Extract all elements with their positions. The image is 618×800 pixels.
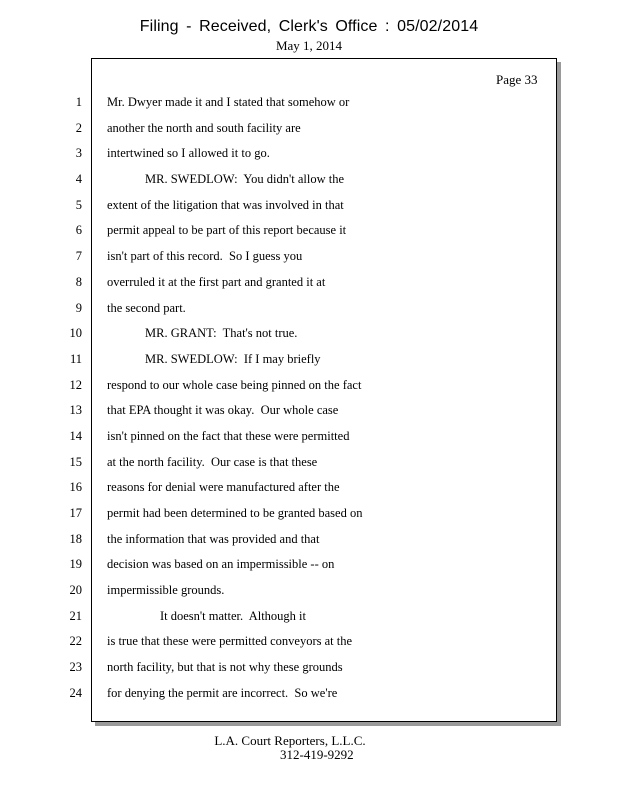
line-number: 2 — [75, 120, 82, 135]
transcript-line: extent of the litigation that was involved in that — [107, 197, 344, 212]
line-number: 7 — [75, 249, 82, 264]
line-number: 4 — [75, 172, 82, 187]
transcript-line: Mr. Dwyer made it and I stated that somehow or — [107, 95, 350, 109]
line-number: 6 — [75, 223, 82, 238]
line-number: 12 — [69, 377, 82, 392]
transcript-line: north facility, but that is not why these grounds — [107, 660, 343, 675]
filing-stamp: Filing - Received, Clerk's Office : 05/02/2014 — [139, 18, 479, 35]
line-number: 14 — [69, 428, 82, 443]
line-number: 24 — [69, 685, 82, 700]
line-number: 20 — [69, 583, 82, 598]
line-number: 18 — [69, 531, 82, 546]
transcript-line: reasons for denial were manufactured after the — [107, 480, 340, 495]
line-number: 11 — [69, 351, 82, 366]
transcript-line: that EPA thought it was okay. Our whole case — [107, 403, 339, 418]
transcript-line: MR. SWEDLOW: If I may briefly — [145, 351, 321, 366]
line-number: 22 — [69, 634, 82, 649]
line-number: 1 — [75, 95, 82, 109]
transcript-text — [107, 95, 547, 712]
document-date: May 1, 2014 — [275, 38, 343, 53]
line-number: 9 — [75, 300, 82, 315]
line-number: 23 — [69, 660, 82, 675]
line-number: 17 — [69, 506, 82, 520]
transcript-line: impermissible grounds. — [107, 583, 225, 598]
transcript-line: permit appeal to be part of this report because it — [107, 223, 347, 238]
transcript-line: permit had been determined to be granted based on — [107, 506, 363, 520]
line-number: 8 — [75, 274, 82, 289]
page-number: Page 33 — [496, 72, 538, 87]
transcript-line: MR. GRANT: That's not true. — [145, 326, 298, 341]
transcript-line: intertwined so I allowed it to go. — [107, 146, 270, 161]
transcript-line: respond to our whole case being pinned on the fact — [107, 377, 362, 392]
transcript-line: It doesn't matter. Although it — [160, 608, 306, 623]
transcript-line: isn't part of this record. So I guess you — [107, 249, 303, 264]
transcript-line: is true that these were permitted conveyors at the — [107, 634, 353, 649]
transcript-line: another the north and south facility are — [107, 120, 301, 135]
transcript-line: MR. SWEDLOW: You didn't allow the — [145, 172, 345, 187]
transcript-line: at the north facility. Our case is that these — [107, 454, 318, 469]
line-number: 13 — [69, 403, 82, 418]
line-number: 16 — [69, 480, 82, 495]
transcript-line: decision was based on an impermissible -- on — [107, 557, 335, 572]
line-number-column — [52, 95, 82, 712]
reporter-phone: 312-419-9292 — [280, 747, 354, 762]
line-number: 3 — [75, 146, 82, 161]
line-number: 10 — [69, 326, 82, 341]
transcript-line: the second part. — [107, 300, 186, 315]
line-number: 19 — [69, 557, 82, 572]
line-number: 5 — [75, 197, 82, 212]
line-number: 15 — [69, 454, 82, 469]
transcript-line: isn't pinned on the fact that these were permitted — [107, 428, 350, 443]
transcript-line: overruled it at the first part and granted it at — [107, 274, 326, 289]
reporter-company: L.A. Court Reporters, L.L.C. — [214, 733, 366, 748]
transcript-line: the information that was provided and that — [107, 531, 320, 546]
line-number: 21 — [69, 608, 82, 623]
transcript-line: for denying the permit are incorrect. So we're — [107, 685, 338, 700]
